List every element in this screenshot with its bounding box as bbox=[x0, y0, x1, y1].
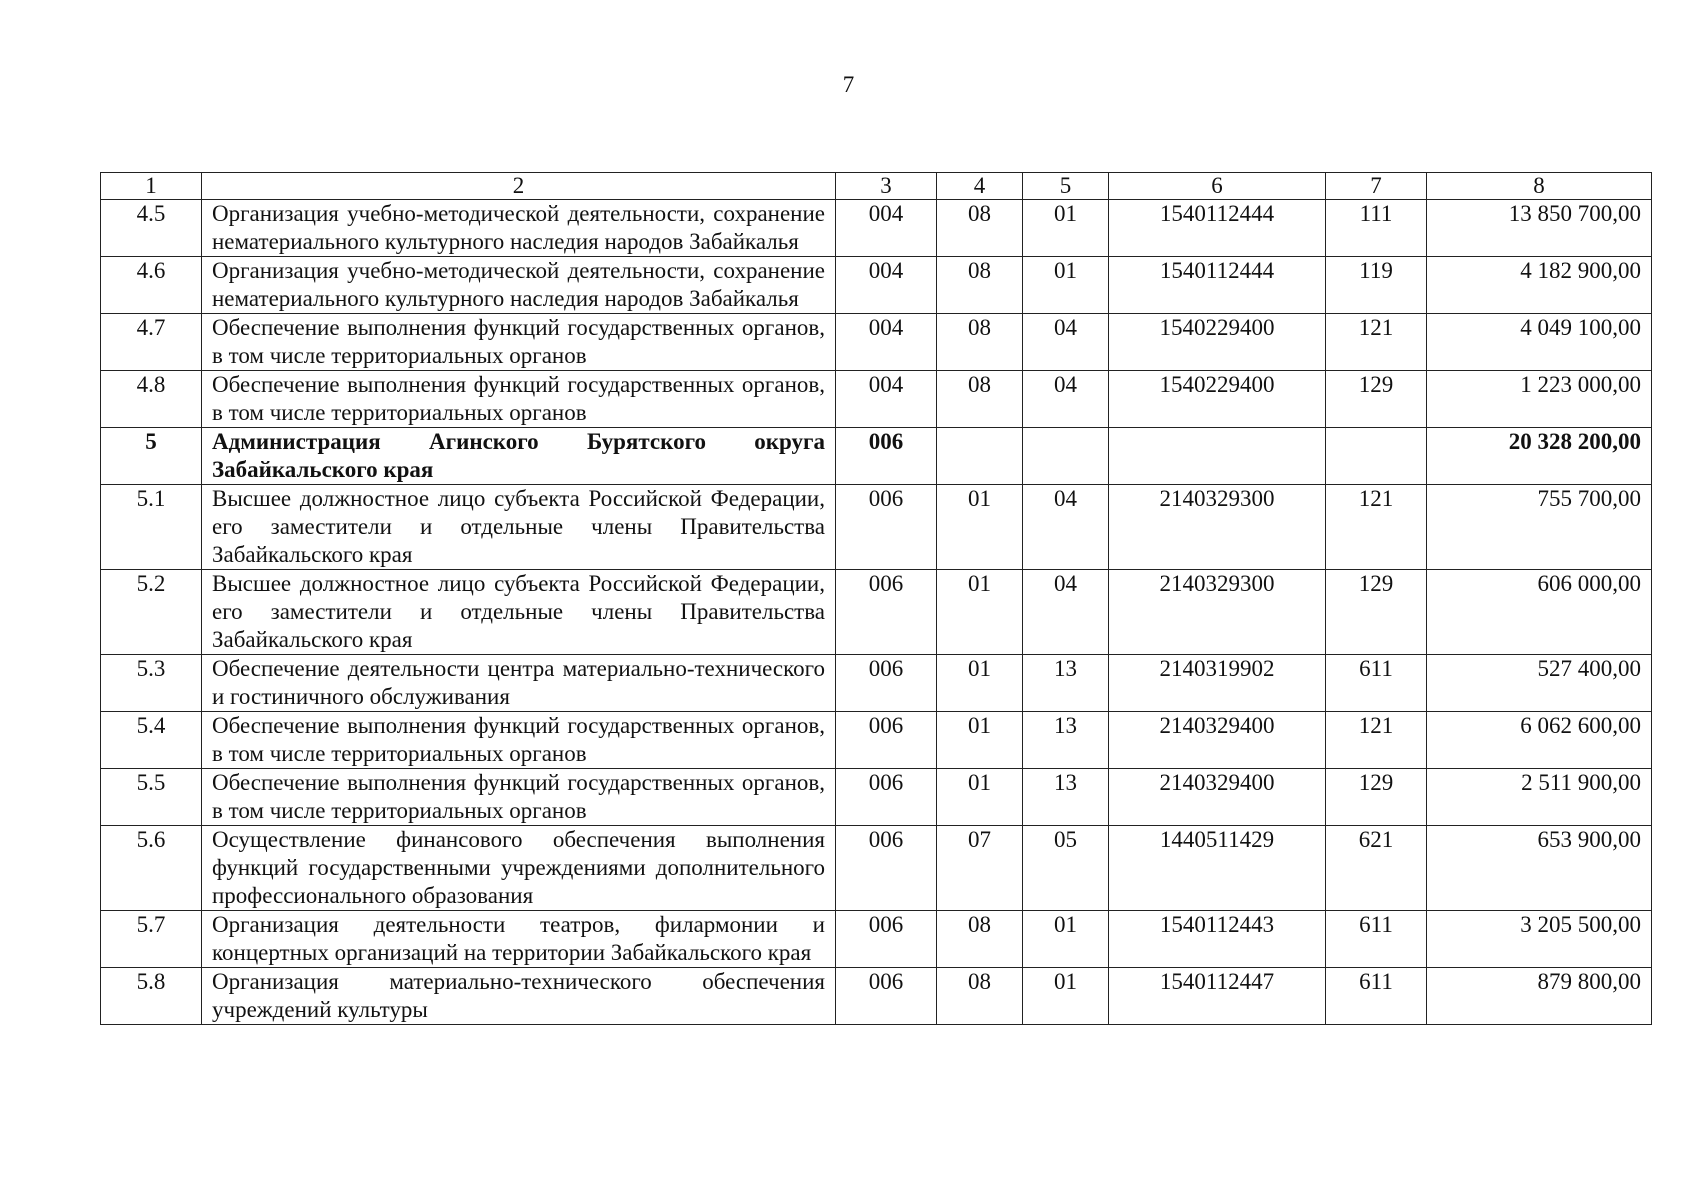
row-grbs-cell: 006 bbox=[836, 769, 937, 826]
row-section-cell: 08 bbox=[937, 968, 1023, 1025]
row-section-cell: 01 bbox=[937, 485, 1023, 570]
row-grbs-cell: 004 bbox=[836, 371, 937, 428]
row-expense-type-cell: 621 bbox=[1326, 826, 1427, 911]
row-grbs-cell: 006 bbox=[836, 570, 937, 655]
row-target-article-cell: 1440511429 bbox=[1109, 826, 1326, 911]
row-section-cell bbox=[937, 428, 1023, 485]
table-row bbox=[101, 968, 1652, 1025]
row-grbs-cell: 004 bbox=[836, 200, 937, 257]
row-grbs-cell: 004 bbox=[836, 257, 937, 314]
row-amount-cell: 879 800,00 bbox=[1427, 968, 1652, 1025]
header-cell: 1 bbox=[101, 173, 202, 200]
row-expense-type-cell: 611 bbox=[1326, 655, 1427, 712]
row-grbs-cell: 006 bbox=[836, 826, 937, 911]
row-number-cell: 5.2 bbox=[101, 570, 202, 655]
row-amount-cell: 13 850 700,00 bbox=[1427, 200, 1652, 257]
row-target-article-cell: 2140329400 bbox=[1109, 712, 1326, 769]
row-amount-cell: 4 049 100,00 bbox=[1427, 314, 1652, 371]
table-body bbox=[101, 173, 1652, 1025]
row-subsection-cell: 05 bbox=[1023, 826, 1109, 911]
row-target-article-cell: 1540112447 bbox=[1109, 968, 1326, 1025]
row-subsection-cell: 01 bbox=[1023, 257, 1109, 314]
row-name-cell: Организация учебно-методической деятельности, сохранение нематериального культурного наследия народов Забайкалья bbox=[202, 257, 836, 314]
row-subsection-cell: 13 bbox=[1023, 769, 1109, 826]
row-grbs-cell: 006 bbox=[836, 911, 937, 968]
row-section-cell: 08 bbox=[937, 911, 1023, 968]
table-row bbox=[101, 371, 1652, 428]
row-grbs-cell: 006 bbox=[836, 428, 937, 485]
header-cell: 3 bbox=[836, 173, 937, 200]
row-amount-cell: 4 182 900,00 bbox=[1427, 257, 1652, 314]
row-expense-type-cell: 129 bbox=[1326, 371, 1427, 428]
table-row bbox=[101, 257, 1652, 314]
row-subsection-cell bbox=[1023, 428, 1109, 485]
row-amount-cell: 527 400,00 bbox=[1427, 655, 1652, 712]
header-cell: 2 bbox=[202, 173, 836, 200]
table-row bbox=[101, 911, 1652, 968]
row-number-cell: 5.4 bbox=[101, 712, 202, 769]
row-section-cell: 08 bbox=[937, 314, 1023, 371]
row-name-cell: Высшее должностное лицо субъекта Российской Федерации, его заместители и отдельные члены Правительства Забайкальского края bbox=[202, 485, 836, 570]
row-name-cell: Организация материально-технического обеспечения учреждений культуры bbox=[202, 968, 836, 1025]
row-section-cell: 01 bbox=[937, 769, 1023, 826]
row-grbs-cell: 006 bbox=[836, 712, 937, 769]
row-amount-cell: 3 205 500,00 bbox=[1427, 911, 1652, 968]
row-subsection-cell: 04 bbox=[1023, 314, 1109, 371]
row-grbs-cell: 006 bbox=[836, 655, 937, 712]
header-cell: 8 bbox=[1427, 173, 1652, 200]
row-target-article-cell: 1540112444 bbox=[1109, 200, 1326, 257]
row-name-cell: Обеспечение выполнения функций государственных органов, в том числе территориальных органов bbox=[202, 712, 836, 769]
row-target-article-cell: 1540229400 bbox=[1109, 314, 1326, 371]
row-expense-type-cell: 611 bbox=[1326, 968, 1427, 1025]
table-row bbox=[101, 314, 1652, 371]
row-grbs-cell: 006 bbox=[836, 968, 937, 1025]
row-expense-type-cell: 121 bbox=[1326, 485, 1427, 570]
row-expense-type-cell: 121 bbox=[1326, 314, 1427, 371]
row-subsection-cell: 04 bbox=[1023, 570, 1109, 655]
header-cell: 6 bbox=[1109, 173, 1326, 200]
row-subsection-cell: 13 bbox=[1023, 712, 1109, 769]
row-number-cell: 5.5 bbox=[101, 769, 202, 826]
row-name-cell: Обеспечение деятельности центра материально-технического и гостиничного обслуживания bbox=[202, 655, 836, 712]
row-expense-type-cell bbox=[1326, 428, 1427, 485]
table-row bbox=[101, 200, 1652, 257]
row-section-cell: 01 bbox=[937, 655, 1023, 712]
table-row bbox=[101, 428, 1652, 485]
row-subsection-cell: 13 bbox=[1023, 655, 1109, 712]
row-number-cell: 4.6 bbox=[101, 257, 202, 314]
row-amount-cell: 653 900,00 bbox=[1427, 826, 1652, 911]
row-section-cell: 08 bbox=[937, 257, 1023, 314]
row-target-article-cell: 2140329300 bbox=[1109, 570, 1326, 655]
row-amount-cell: 606 000,00 bbox=[1427, 570, 1652, 655]
row-expense-type-cell: 129 bbox=[1326, 769, 1427, 826]
table-header-row bbox=[101, 173, 1652, 200]
row-number-cell: 4.8 bbox=[101, 371, 202, 428]
budget-table bbox=[100, 172, 1652, 1025]
row-target-article-cell bbox=[1109, 428, 1326, 485]
row-subsection-cell: 01 bbox=[1023, 911, 1109, 968]
row-target-article-cell: 2140329400 bbox=[1109, 769, 1326, 826]
row-target-article-cell: 2140319902 bbox=[1109, 655, 1326, 712]
row-number-cell: 5.7 bbox=[101, 911, 202, 968]
row-amount-cell: 6 062 600,00 bbox=[1427, 712, 1652, 769]
row-name-cell: Обеспечение выполнения функций государственных органов, в том числе территориальных органов bbox=[202, 371, 836, 428]
table-row bbox=[101, 826, 1652, 911]
table-row bbox=[101, 570, 1652, 655]
row-amount-cell: 2 511 900,00 bbox=[1427, 769, 1652, 826]
row-expense-type-cell: 611 bbox=[1326, 911, 1427, 968]
row-section-cell: 01 bbox=[937, 712, 1023, 769]
row-number-cell: 4.7 bbox=[101, 314, 202, 371]
row-name-cell: Организация учебно-методической деятельности, сохранение нематериального культурного наследия народов Забайкалья bbox=[202, 200, 836, 257]
row-expense-type-cell: 119 bbox=[1326, 257, 1427, 314]
table-row bbox=[101, 485, 1652, 570]
page-number: 7 bbox=[842, 72, 855, 97]
row-name-cell: Обеспечение выполнения функций государственных органов, в том числе территориальных органов bbox=[202, 769, 836, 826]
row-section-cell: 01 bbox=[937, 570, 1023, 655]
row-subsection-cell: 01 bbox=[1023, 200, 1109, 257]
row-name-cell: Организация деятельности театров, филармонии и концертных организаций на территории Забайкальского края bbox=[202, 911, 836, 968]
row-expense-type-cell: 121 bbox=[1326, 712, 1427, 769]
row-number-cell: 5.3 bbox=[101, 655, 202, 712]
row-name-cell: Обеспечение выполнения функций государственных органов, в том числе территориальных органов bbox=[202, 314, 836, 371]
header-cell: 7 bbox=[1326, 173, 1427, 200]
header-cell: 5 bbox=[1023, 173, 1109, 200]
table-row bbox=[101, 655, 1652, 712]
row-section-cell: 07 bbox=[937, 826, 1023, 911]
row-expense-type-cell: 111 bbox=[1326, 200, 1427, 257]
row-number-cell: 5 bbox=[101, 428, 202, 485]
row-target-article-cell: 1540229400 bbox=[1109, 371, 1326, 428]
row-number-cell: 5.8 bbox=[101, 968, 202, 1025]
row-name-cell: Осуществление финансового обеспечения выполнения функций государственными учреждениями дополнительного профессионального образования bbox=[202, 826, 836, 911]
row-target-article-cell: 2140329300 bbox=[1109, 485, 1326, 570]
row-amount-cell: 1 223 000,00 bbox=[1427, 371, 1652, 428]
row-number-cell: 4.5 bbox=[101, 200, 202, 257]
row-section-cell: 08 bbox=[937, 371, 1023, 428]
table-row bbox=[101, 769, 1652, 826]
table-row bbox=[101, 712, 1652, 769]
row-target-article-cell: 1540112443 bbox=[1109, 911, 1326, 968]
row-amount-cell: 755 700,00 bbox=[1427, 485, 1652, 570]
row-subsection-cell: 04 bbox=[1023, 371, 1109, 428]
row-amount-cell: 20 328 200,00 bbox=[1427, 428, 1652, 485]
row-name-cell: Администрация Агинского Бурятского округа Забайкальского края bbox=[202, 428, 836, 485]
row-section-cell: 08 bbox=[937, 200, 1023, 257]
row-number-cell: 5.1 bbox=[101, 485, 202, 570]
header-cell: 4 bbox=[937, 173, 1023, 200]
row-grbs-cell: 006 bbox=[836, 485, 937, 570]
row-subsection-cell: 04 bbox=[1023, 485, 1109, 570]
row-subsection-cell: 01 bbox=[1023, 968, 1109, 1025]
row-name-cell: Высшее должностное лицо субъекта Российской Федерации, его заместители и отдельные члены Правительства Забайкальского края bbox=[202, 570, 836, 655]
row-expense-type-cell: 129 bbox=[1326, 570, 1427, 655]
row-target-article-cell: 1540112444 bbox=[1109, 257, 1326, 314]
row-number-cell: 5.6 bbox=[101, 826, 202, 911]
row-grbs-cell: 004 bbox=[836, 314, 937, 371]
